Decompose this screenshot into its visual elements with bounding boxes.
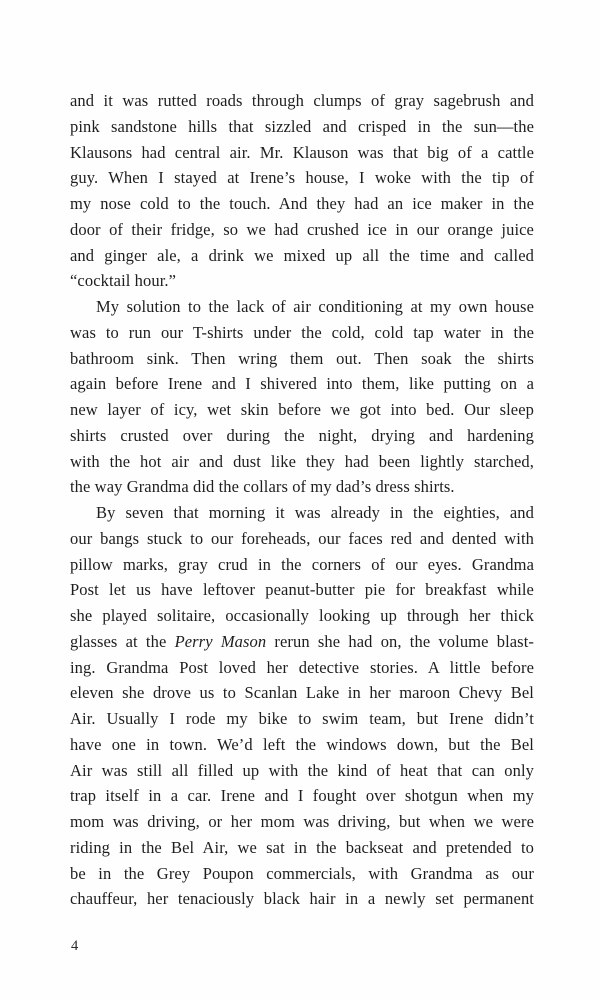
text-line <box>70 191 534 217</box>
text-segment: with the hot air and dust like they had been lightly starched, <box>70 451 534 471</box>
text-segment: Air was still all filled up with the kind of heat that can only <box>70 760 534 780</box>
text-line <box>70 294 534 320</box>
text-segment: rerun she had on, the volume blast- <box>266 631 534 651</box>
text-block <box>70 88 534 912</box>
text-segment: new layer of icy, wet skin before we got into bed. Our sleep <box>70 400 534 419</box>
text-line <box>70 320 534 346</box>
text-line <box>70 861 534 887</box>
text-segment: my nose cold to the touch. And they had an ice maker in the <box>70 194 534 213</box>
text-line <box>70 423 534 449</box>
text-line <box>70 268 534 294</box>
text-segment: bathroom sink. Then wring them out. Then soak the shirts <box>70 348 534 368</box>
italic-text: Perry Mason <box>174 631 267 651</box>
text-line <box>70 783 534 809</box>
text-segment: door of their fridge, so we had crushed ice in our orange juice <box>70 219 534 239</box>
page-number: 4 <box>71 938 79 954</box>
text-line <box>70 474 534 500</box>
text-line <box>70 577 534 603</box>
text-line <box>70 114 534 140</box>
text-segment: be in the Grey Poupon commercials, with Grandma as our <box>70 863 534 883</box>
text-line <box>70 140 534 166</box>
text-segment: mom was driving, or her mom was driving, but when we were <box>70 812 534 831</box>
text-segment: Post let us have leftover peanut-butter pie for breakfast while <box>70 580 534 600</box>
text-segment: ing. Grandma Post loved her detective stories. A little before <box>70 657 534 677</box>
text-line <box>70 680 534 706</box>
text-line <box>70 88 534 114</box>
text-line <box>70 371 534 397</box>
text-segment: the way Grandma did the collars of my dad’s dress shirts. <box>70 477 455 497</box>
text-line <box>70 706 534 732</box>
text-segment: By seven that morning it was already in the eighties, and <box>96 503 534 522</box>
text-segment: eleven she drove us to Scanlan Lake in her maroon Chevy Bel <box>70 683 534 703</box>
text-segment: our bangs stuck to our foreheads, our faces red and dented with <box>70 528 534 548</box>
text-segment: she played solitaire, occasionally looking up through her thick <box>70 606 534 625</box>
text-segment: pink sandstone hills that sizzled and crisped in the sun—the <box>70 116 534 136</box>
text-segment: and it was rutted roads through clumps of gray sagebrush and <box>70 91 534 110</box>
text-segment: was to run our T-shirts under the cold, cold tap water in the <box>70 322 534 342</box>
text-segment: “cocktail hour.” <box>70 271 177 291</box>
text-segment: trap itself in a car. Irene and I fought over shotgun when my <box>70 786 534 806</box>
text-segment: again before Irene and I shivered into them, like putting on a <box>70 374 534 394</box>
text-segment: shirts crusted over during the night, drying and hardening <box>70 425 534 445</box>
text-line <box>70 886 534 912</box>
text-segment: guy. When I stayed at Irene’s house, I woke with the tip of <box>70 168 534 188</box>
text-segment: have one in town. We’d left the windows down, but the Bel <box>70 734 534 754</box>
text-line <box>70 603 534 629</box>
text-segment: and ginger ale, a drink we mixed up all the time and called <box>70 245 534 265</box>
text-line <box>70 397 534 423</box>
text-segment: chauffeur, her tenaciously black hair in a newly set permanent <box>70 889 534 909</box>
text-line <box>70 835 534 861</box>
text-segment: Air. Usually I rode my bike to swim team, but Irene didn’t <box>70 709 534 728</box>
text-line <box>70 217 534 243</box>
text-line <box>70 809 534 835</box>
text-line <box>70 500 534 526</box>
text-segment: pillow marks, gray crud in the corners of our eyes. Grandma <box>70 554 534 574</box>
text-segment: riding in the Bel Air, we sat in the backseat and pretended to <box>70 837 534 857</box>
text-line <box>70 243 534 269</box>
text-line <box>70 629 534 655</box>
text-line <box>70 449 534 475</box>
text-line <box>70 732 534 758</box>
text-line <box>70 346 534 372</box>
text-line <box>70 552 534 578</box>
text-line <box>70 758 534 784</box>
text-segment: Klausons had central air. Mr. Klauson was that big of a cattle <box>70 142 534 162</box>
text-line <box>70 526 534 552</box>
text-line <box>70 655 534 681</box>
text-segment: glasses at the <box>70 631 175 651</box>
text-line <box>70 165 534 191</box>
text-segment: My solution to the lack of air conditioning at my own house <box>96 297 534 316</box>
